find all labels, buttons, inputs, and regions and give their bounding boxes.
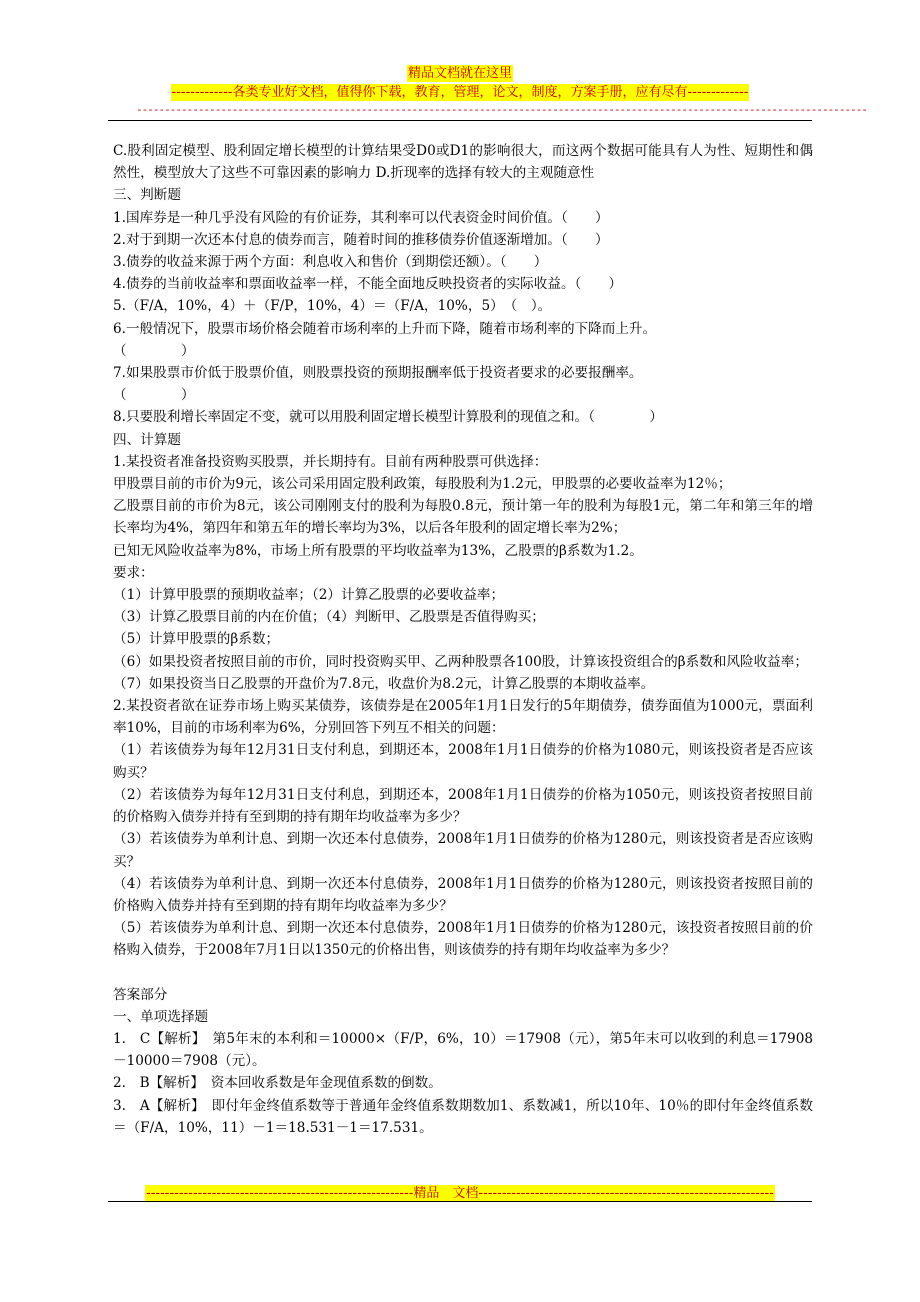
document-body: [113, 140, 813, 1139]
requirement-item: （1）若该债券为每年12月31日支付利息，到期还本，2008年1月1日债券的价格为1080元，则该投资者是否应该购买？: [113, 742, 813, 781]
requirement-item: （1）计算甲股票的预期收益率；（2）计算乙股票的必要收益率；: [113, 587, 505, 604]
requirement-item: （5）若该债券为单利计息、到期一次还本付息债券，2008年1月1日债券的价格为1280元，该投资者按照目前的价格购入债券，于2008年7月1日以1350元的价格出售，则该债券的持有期年均收益率为多少？: [113, 920, 813, 959]
spacer: [113, 962, 813, 984]
requirement-item: （5）计算甲股票的β系数；: [113, 631, 280, 648]
question-item: 8.只要股利增长率固定不变，就可以用股利固定增长模型计算股利的现值之和。（ ）: [113, 409, 663, 426]
section-heading: 一、单项选择题: [113, 1008, 209, 1025]
requirement-item: （7）如果投资当日乙股票的开盘价为7.8元，收盘价为8.2元，计算乙股票的本期收益率。: [113, 675, 655, 692]
paragraph: 要求：: [113, 564, 154, 581]
footer-rule: [108, 1201, 812, 1202]
header-dash-line: ----------------------------------------------------------------------------------------------------------------------------------: [136, 103, 867, 116]
question-item: 4.债券的当前收益率和票面收益率一样，不能全面地反映投资者的实际收益。（ ）: [113, 276, 623, 293]
question-item: 2.某投资者欲在证券市场上购买某债券，该债券是在2005年1月1日发行的5年期债券，债券面值为1000元，票面利率10%，目前的市场利率为6%，分别回答下列互不相关的问题：: [113, 698, 813, 737]
question-item: 6.一般情况下，股票市场价格会随着市场利率的上升而下降，随着市场利率的下降而上升。: [113, 320, 657, 337]
paragraph: 乙股票目前的市价为8元，该公司刚刚支付的股利为每股0.8元，预计第一年的股利为每股1元，第二年和第三年的增长率均为4%，第四年和第五年的增长率均为3%，以后各年股利的固定增长率为2%；: [113, 498, 813, 537]
header-slogan: -------------各类专业好文档，值得你下载，教育，管理，论文，制度，方案手册，应有尽有-------------: [171, 85, 749, 100]
answer-bracket: （ ）: [113, 342, 195, 359]
requirement-item: （2）若该债券为每年12月31日支付利息，到期还本，2008年1月1日债券的价格为1050元，则该投资者按照目前的价格购入债券并持有至到期的持有期年均收益率为多少？: [113, 786, 813, 826]
question-item: 7.如果股票市价低于股票价值，则股票投资的预期报酬率低于投资者要求的必要报酬率。: [113, 365, 643, 382]
header-rule: [108, 120, 812, 121]
answer-item: 3. A【解析】 即付年金终值系数等于普通年金终值系数期数加1、系数减1，所以10年、10％的即付年金终值系数＝（F/A，10%，11）－1＝18.531－1＝17.531。: [113, 1097, 813, 1136]
paragraph: C.股利固定模型、股利固定增长模型的计算结果受D0或D1的影响很大，而这两个数据可能具有人为性、短期性和偶然性，模型放大了这些不可靠因素的影响力 D.折现率的选择有较大的主观随意性: [113, 143, 813, 182]
section-heading: 四、计算题: [113, 431, 181, 448]
answers-title: 答案部分: [113, 986, 168, 1003]
paragraph: 甲股票目前的市价为9元，该公司采用固定股利政策，每股股利为1.2元，甲股票的必要收益率为12％；: [113, 476, 732, 493]
question-item: 1.某投资者准备投资购买股票，并长期持有。目前有两种股票可供选择：: [113, 453, 548, 470]
footer-text: ---------------------------------------------------------精品 文档---------------------------------------------------------------: [146, 1186, 774, 1201]
page-footer: [0, 1182, 920, 1202]
requirement-item: （4）若该债券为单利计息、到期一次还本付息债券，2008年1月1日债券的价格为1280元，则该投资者按照目前的价格购入债券并持有至到期的持有期年均收益率为多少？: [113, 875, 813, 914]
answer-item: 1. C【解析】 第5年末的本利和＝10000×（F/P，6%，10）＝17908（元），第5年末可以收到的利息＝17908－10000＝7908（元）。: [113, 1030, 813, 1070]
paragraph: 已知无风险收益率为8%，市场上所有股票的平均收益率为13%，乙股票的β系数为1.2。: [113, 542, 643, 559]
question-item: 1.国库券是一种几乎没有风险的有价证券，其利率可以代表资金时间价值。（ ）: [113, 209, 609, 226]
header-title: 精品文档就在这里: [407, 66, 512, 81]
question-item: 5.（F/A，10%，4）＋（F/P，10%，4）＝（F/A，10%，5） （ ）。: [113, 298, 552, 315]
requirement-item: （3）若该债券为单利计息、到期一次还本付息债券，2008年1月1日债券的价格为1280元，则该投资者是否应该购买？: [113, 831, 813, 870]
answer-bracket: （ ）: [113, 387, 195, 404]
section-heading: 三、判断题: [113, 187, 181, 204]
question-item: 2.对于到期一次还本付息的债券而言，随着时间的推移债券价值逐渐增加。（ ）: [113, 231, 609, 248]
requirement-item: （3）计算乙股票目前的内在价值；（4）判断甲、乙股票是否值得购买；: [113, 609, 545, 626]
requirement-item: （6）如果投资者按照目前的市价，同时投资购买甲、乙两种股票各100股，计算该投资组合的β系数和风险收益率；: [113, 653, 808, 670]
answer-item: 2. B【解析】 资本回收系数是年金现值系数的倒数。: [113, 1075, 442, 1092]
question-item: 3.债券的收益来源于两个方面：利息收入和售价（到期偿还额）。（ ）: [113, 254, 548, 271]
page-header: [0, 62, 920, 100]
